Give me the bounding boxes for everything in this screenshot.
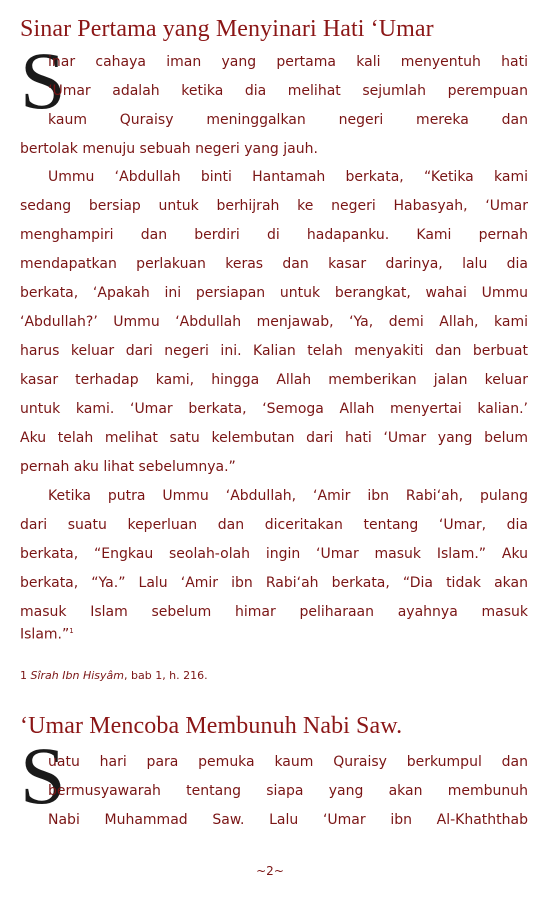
footnote-detail: , bab 1, h. 216. [124, 669, 208, 682]
paragraph-text: Islam.” [20, 626, 70, 643]
paragraph-line: berkata, “Engkau seolah-olah ingin ‘Umar masuk Islam.” Aku [20, 546, 528, 562]
footnote-source: Sîrah Ibn Hisyâm [30, 669, 124, 682]
paragraph-line: ‘Abdullah?’ Ummu ‘Abdullah menjawab, ‘Ya, demi Allah, kami [20, 314, 528, 330]
paragraph-line: untuk kami. ‘Umar berkata, ‘Semoga Allah menyertai kalian.’ [20, 401, 528, 417]
section-title: Sinar Pertama yang Menyinari Hati ‘Umar [20, 16, 434, 42]
footnote-marker[interactable]: 1 [69, 627, 74, 635]
paragraph-line: Nabi Muhammad Saw. Lalu ‘Umar ibn Al-Khaththab [48, 812, 528, 828]
paragraph-line: Ummu ‘Abdullah binti Hantamah berkata, “Ketika kami [48, 169, 528, 185]
paragraph-line: berkata, “Ya.” Lalu ‘Amir ibn Rabi‘ah berkata, “Dia tidak akan [20, 575, 528, 591]
drop-cap: S [20, 35, 66, 126]
paragraph-line: bertolak menuju sebuah negeri yang jauh. [20, 141, 318, 157]
drop-cap: S [20, 730, 66, 821]
paragraph-line: kaum Quraisy meninggalkan negeri mereka dan [48, 112, 528, 128]
footnote-number: 1 [20, 669, 27, 682]
paragraph-line: harus keluar dari negeri ini. Kalian telah menyakiti dan berbuat [20, 343, 528, 359]
paragraph-line: masuk Islam sebelum himar peliharaan ayahnya masuk [20, 604, 528, 620]
page-number: ~2~ [256, 864, 284, 878]
paragraph-line [20, 621, 528, 641]
paragraph-line: ‘Umar adalah ketika dia melihat sejumlah perempuan [48, 83, 528, 99]
paragraph-line: sedang bersiap untuk berhijrah ke negeri Habasyah, ‘Umar [20, 198, 528, 214]
paragraph-line: berkata, ‘Apakah ini persiapan untuk berangkat, wahai Ummu [20, 285, 528, 301]
paragraph-line: dari suatu keperluan dan diceritakan tentang ‘Umar, dia [20, 517, 528, 533]
paragraph-line: pernah aku lihat sebelumnya.” [20, 459, 236, 475]
paragraph-line: inar cahaya iman yang pertama kali menyentuh hati [48, 54, 528, 70]
section-title: ‘Umar Mencoba Membunuh Nabi Saw. [20, 713, 403, 739]
paragraph-line: uatu hari para pemuka kaum Quraisy berkumpul dan [48, 754, 528, 770]
paragraph-line: mendapatkan perlakuan keras dan kasar darinya, lalu dia [20, 256, 528, 272]
paragraph-line: Aku telah melihat satu kelembutan dari hati ‘Umar yang belum [20, 430, 528, 446]
paragraph-line: menghampiri dan berdiri di hadapanku. Kami pernah [20, 227, 528, 243]
paragraph-line: Ketika putra Ummu ‘Abdullah, ‘Amir ibn Rabi‘ah, pulang [48, 488, 528, 504]
paragraph-line: bermusyawarah tentang siapa yang akan membunuh [48, 783, 528, 799]
paragraph-line: kasar terhadap kami, hingga Allah memberikan jalan keluar [20, 372, 528, 388]
footnote [20, 669, 208, 682]
